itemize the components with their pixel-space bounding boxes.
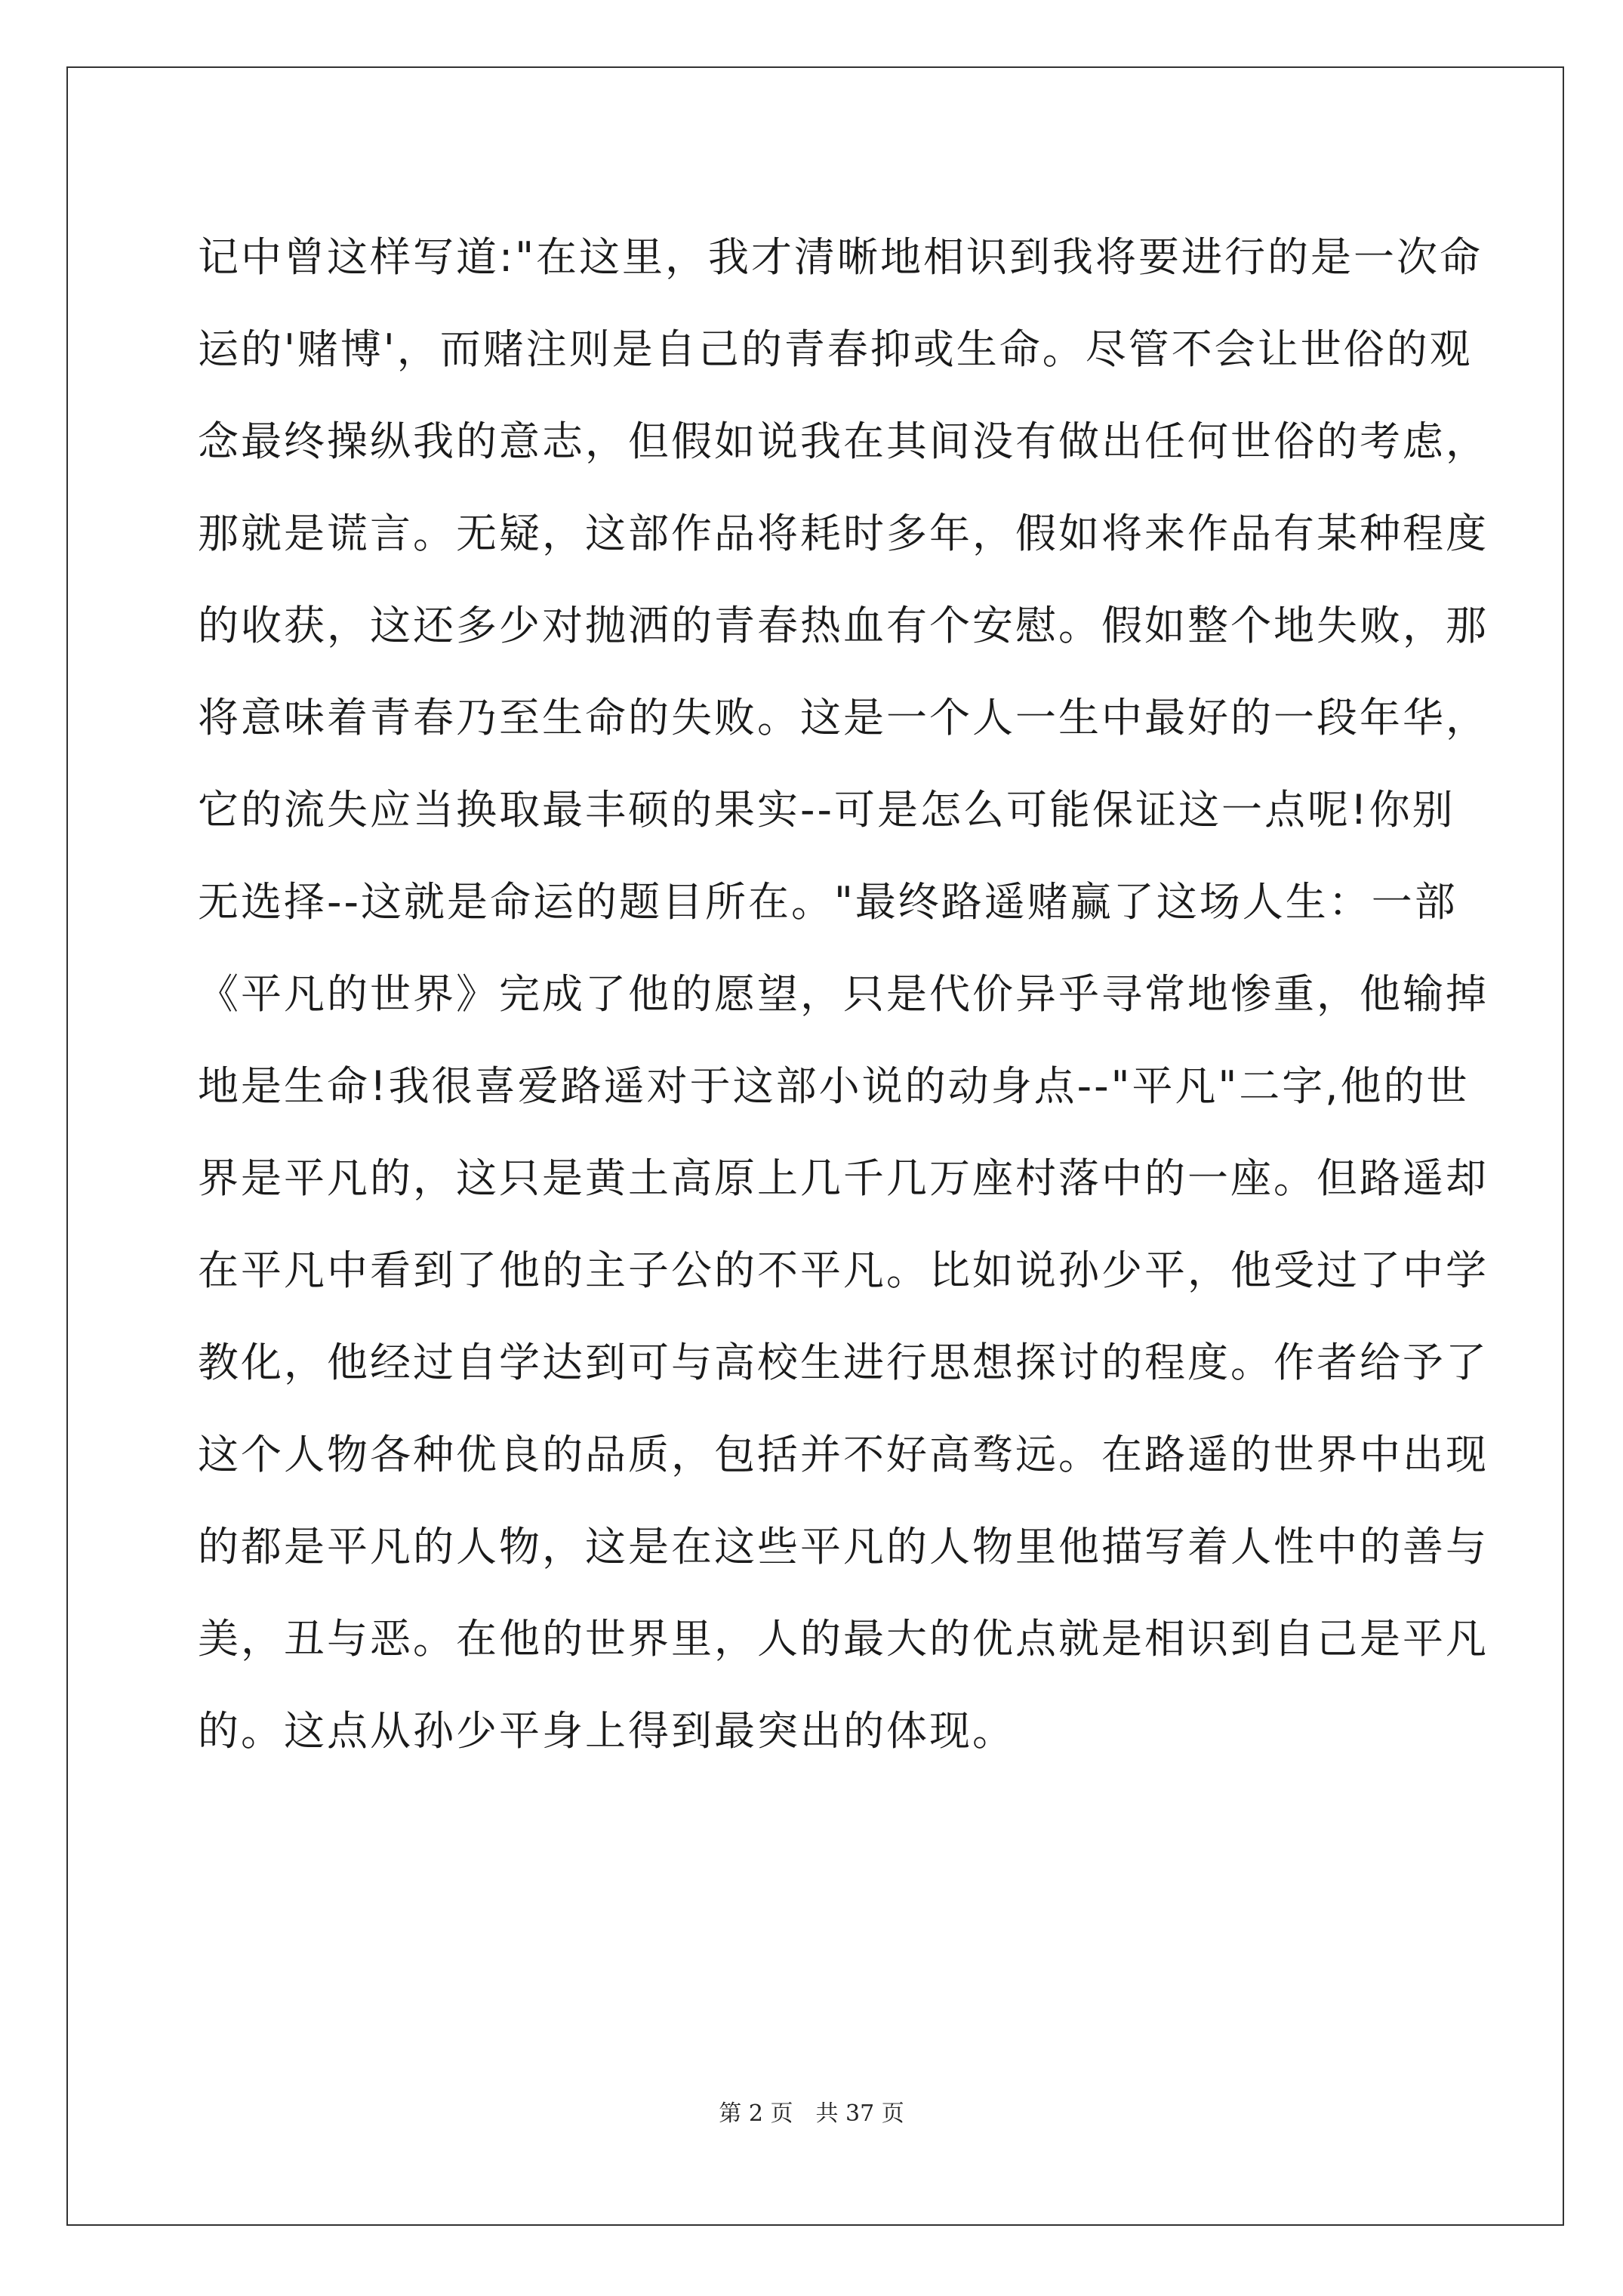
text-line: 记中曾这样写道:"在这里，我才清晰地相识到我将要进行的是一次命 [198, 233, 1483, 281]
text-line: 的收获，这还多少对抛洒的青春热血有个安慰。假如整个地失败，那 [198, 602, 1489, 649]
text-line: 它的流失应当换取最丰硕的果实--可是怎么可能保证这一点呢!你别 [198, 786, 1455, 834]
text-line: 这个人物各种优良的品质，包括并不好高骛远。在路遥的世界中出现 [198, 1431, 1489, 1478]
text-line: 教化，他经过自学达到可与高校生进行思想探讨的程度。作者给予了 [198, 1339, 1489, 1386]
text-line: 的都是平凡的人物，这是在这些平凡的人物里他描写着人性中的善与 [198, 1523, 1489, 1570]
text-line: 界是平凡的，这只是黄土高原上几千几万座村落中的一座。但路遥却 [198, 1154, 1489, 1202]
page-total: 共 37 页 [815, 2100, 904, 2127]
text-line: 将意味着青春乃至生命的失败。这是一个人一生中最好的一段年华， [198, 694, 1489, 741]
text-line: 那就是谎言。无疑，这部作品将耗时多年，假如将来作品有某种程度 [198, 510, 1489, 557]
text-line: 的。这点从孙少平身上得到最突出的体现。 [198, 1707, 1015, 1755]
text-line: 美，丑与恶。在他的世界里，人的最大的优点就是相识到自己是平凡 [198, 1615, 1489, 1663]
text-line: 在平凡中看到了他的主子公的不平凡。比如说孙少平，他受过了中学 [198, 1247, 1489, 1294]
page-footer [0, 2099, 1623, 2129]
text-line: 无选择--这就是命运的题目所在。"最终路遥赌赢了这场人生：一部 [198, 878, 1458, 926]
text-line: 《平凡的世界》完成了他的愿望，只是代价异乎寻常地惨重，他输掉 [198, 970, 1489, 1018]
page-number: 第 2 页 [719, 2100, 793, 2127]
text-line: 地是生命!我很喜爱路遥对于这部小说的动身点--"平凡"二字,他的世 [198, 1062, 1470, 1110]
text-line: 运的'赌博'，而赌注则是自己的青春抑或生命。尽管不会让世俗的观 [198, 325, 1473, 373]
document-body [198, 211, 1489, 1777]
text-line: 念最终操纵我的意志，但假如说我在其间没有做出任何世俗的考虑， [198, 418, 1489, 465]
